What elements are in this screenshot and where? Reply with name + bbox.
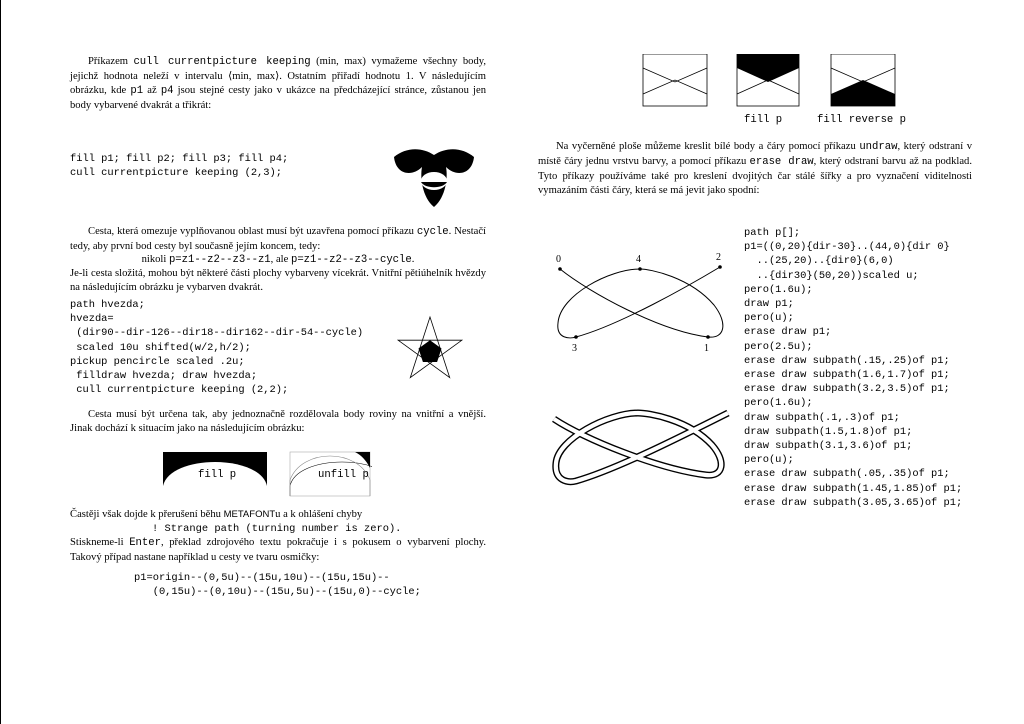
fill-p-top — [737, 54, 799, 82]
point-label-1: 1 — [704, 343, 709, 354]
cull-shape-hole — [421, 172, 447, 190]
complex-path-paragraph: Je-li cesta složitá, mohou být některé části plochy vybarveny vícekrát. Vnitřní pětiúhelník hvězdy na následujícím obrázku je vybarven dvakrát. — [70, 268, 486, 293]
unambiguous-path-paragraph: Cesta musí být určena tak, aby jednoznačně rozdělovala body roviny na vnitřní a vnější. Jinak dochází k situacím jako na následujícím obrázku: — [70, 409, 486, 434]
strange-path-paragraph: Častěji však dojde k přerušení běhu METAFONTu a k ohlášení chyby — [70, 509, 363, 520]
point-label-4: 2 — [716, 252, 721, 263]
erase-draw-code-listing: path p[]; p1=((0,20){dir-30}..(44,0){dir 0} ..(25,20)..{dir0}(6,0) ..{dir30}(50,20))scaled u; pero(1.6u); draw p1; pero(u); erase draw p1; pero(2.5u); erase draw subpath(.15,.25)of p1; erase draw subpath(1.6,1.7)of p1; erase draw subpath(3.2,3.5)of p1; pero(1.6u); draw subpath(.1,.3)of p1; draw subpath(1.5,1.8)of p1; draw subpath(3.1,3.6)of p1; pero(u); erase draw subpath(.05,.35)of p1; erase draw subpath(1.45,1.85)of p1; erase draw subpath(3.05,3.65)of p1; — [744, 227, 963, 509]
page-edge — [0, 0, 1, 724]
fill-reverse-figure — [641, 54, 911, 110]
star-inner-pentagon — [419, 340, 442, 362]
unfill-p-label: unfill p — [318, 469, 369, 481]
point-2 — [638, 267, 642, 271]
fill-p-label: fill p — [198, 469, 237, 481]
star-code-listing: path hvezda; hvezda= (dir90--dir-126--dir18--dir162--dir-54--cycle) scaled 10u shifted(w/2,h/2); pickup pencircle scaled .2u; filldraw hvezda; draw hvezda; cull currentpicture keeping (2,2); — [70, 299, 364, 397]
loop-curve — [558, 267, 723, 338]
figure-eight-code: p1=origin--(0,5u)--(15u,10u)--(15u,15u)-- (0,15u)--(0,10u)--(15u,5u)--(15u,0)--cycle; — [134, 572, 421, 599]
fill-p-caption: fill p — [744, 114, 783, 126]
cull-command: cull currentpicture keeping — [133, 56, 311, 68]
point-label-0: 0 — [556, 254, 561, 265]
cycle-example-line: nikoli p=z1--z2--z3--z1, ale p=z1--z2--z3--cycle. — [141, 254, 415, 266]
double-line-figure — [548, 405, 734, 495]
metafont-logo-text: METAFONT — [223, 509, 276, 520]
cull-figure — [392, 137, 476, 217]
undraw-paragraph: Na vyčerněné ploše můžeme kreslit bílé body a čáry pomocí příkazu undraw, který odstraní v místě čáry jednu vrstvu barvy, a pomocí příkazu erase draw, který odstraní barvu až na podklad. Tyto příkazy používáme také pro kreslení dvojitých čar stálé šířky a pro vyznačení viditelnosti vymazáním části čáry, která se má jevit jako spodní: — [538, 141, 972, 196]
fill-reverse-caption: fill reverse p — [817, 114, 907, 126]
star-figure — [392, 313, 468, 385]
cull-code-listing: fill p1; fill p2; fill p3; fill p4; cull currentpicture keeping (2,3); — [70, 153, 289, 180]
error-message: ! Strange path (turning number is zero). — [152, 523, 402, 535]
point-label-2: 4 — [636, 254, 641, 265]
point-label-3: 3 — [572, 343, 577, 354]
point-1 — [706, 335, 710, 339]
point-4 — [718, 265, 722, 269]
enter-paragraph: Stiskneme-li Enter, překlad zdrojového textu pokračuje i s pokusem o vybarvení plochy. Takový případ nastane například u cesty ve tvaru osmičky: — [70, 537, 486, 563]
point-3 — [574, 335, 578, 339]
unfill-black-corner — [355, 452, 370, 468]
cycle-paragraph: Cesta, která omezuje vyplňovanou oblast musí být uzavřena pomocí příkazu cycle. Nestačí tedy, aby první bod cesty byl současně jejím koncem, tedy: — [70, 226, 486, 252]
cull-paragraph: Příkazem cull currentpicture keeping (min, max) vymažeme všechny body, jejichž hodnota neleží v intervalu ⟨min, max⟩. Ostatním přiřadí hodnotu 1. V následujícím obrázku, kde p1 až p4 jsou stejné cesty jako v ukázce na předcházející stránce, zůstanou jen body vybarvené dvakrát a třikrát: — [70, 56, 486, 111]
fill-reverse-bottom — [831, 80, 895, 106]
loop-curve-figure — [550, 245, 730, 363]
point-0 — [558, 267, 562, 271]
